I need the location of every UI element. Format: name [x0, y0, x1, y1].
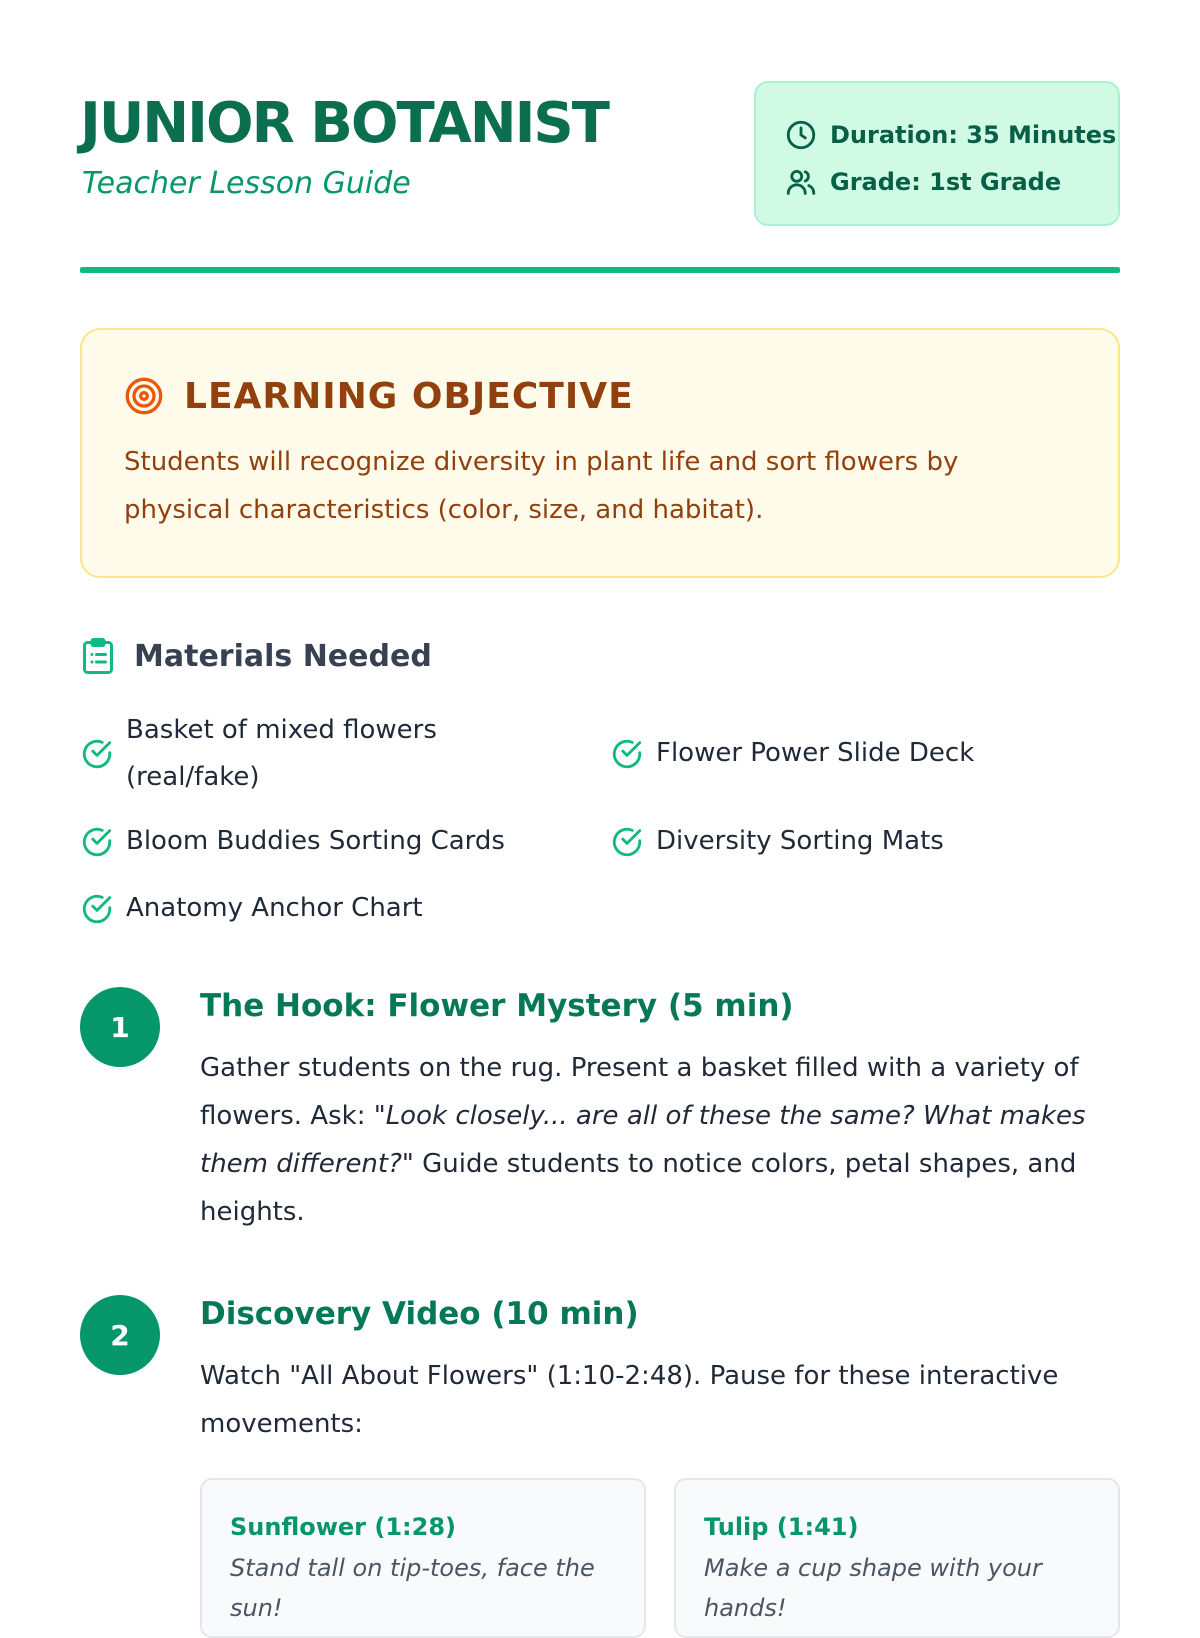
duration-label: Duration: 35 Minutes: [830, 120, 1117, 149]
movement-description: Stand tall on tip-toes, face the sun!: [230, 1554, 595, 1622]
material-item: [80, 707, 540, 801]
step-title: The Hook: Flower Mystery (5 min): [200, 988, 794, 1024]
step-body: [200, 1044, 1120, 1236]
material-item: [610, 818, 944, 865]
check-circle-icon: [80, 892, 114, 926]
material-label: Diversity Sorting Mats: [656, 826, 944, 856]
step-number-badge: 1: [80, 987, 160, 1067]
duration-row: [784, 111, 1118, 158]
movement-description: Make a cup shape with your hands!: [704, 1554, 1042, 1622]
material-item: [80, 885, 423, 932]
lesson-meta-box: [754, 81, 1120, 226]
step-body: Watch "All About Flowers" (1:10-2:48). Pause for these interactive movements:: [200, 1361, 1059, 1439]
target-icon: [124, 376, 164, 416]
step-body-text: Gather students on the rug. Present a basket filled with a variety of flowers. Ask:: [200, 1053, 1079, 1131]
grade-row: [784, 158, 1118, 205]
learning-objective-box: [80, 328, 1120, 578]
users-icon: [784, 165, 818, 199]
material-label: Basket of mixed flowers (real/fake): [126, 715, 437, 792]
objective-text: Students will recognize diversity in plant life and sort flowers by physical characteristics (color, size, and habitat).: [124, 447, 959, 525]
check-circle-icon: [80, 737, 114, 771]
movement-card: [674, 1478, 1120, 1638]
check-circle-icon: [610, 737, 644, 771]
step-body-text: Guide students to notice colors, petal shapes, and heights.: [200, 1149, 1077, 1227]
movement-title: Tulip (1:41): [704, 1513, 859, 1541]
movement-title: Sunflower (1:28): [230, 1513, 457, 1541]
step-number-badge: 2: [80, 1295, 160, 1375]
material-item: [610, 730, 974, 777]
material-label: Anatomy Anchor Chart: [126, 893, 423, 923]
check-circle-icon: [610, 825, 644, 859]
objective-header: [124, 372, 1076, 420]
material-label: Flower Power Slide Deck: [656, 738, 975, 768]
check-circle-icon: [80, 825, 114, 859]
page-subtitle: Teacher Lesson Guide: [82, 166, 411, 201]
page-title: JUNIOR BOTANIST: [80, 91, 608, 156]
grade-label: Grade: 1st Grade: [830, 167, 1062, 196]
materials-header: [80, 636, 432, 676]
step-body-quote: "Look closely... are all of these the same? What makes them different?": [200, 1101, 1086, 1179]
lesson-guide-page: [80, 0, 1120, 1622]
material-item: [80, 818, 505, 865]
objective-title: LEARNING OBJECTIVE: [184, 375, 634, 417]
header-divider: [80, 267, 1120, 273]
step-title: Discovery Video (10 min): [200, 1296, 639, 1332]
clipboard-list-icon: [80, 636, 116, 676]
movement-card: [200, 1478, 646, 1638]
materials-title: Materials Needed: [134, 638, 432, 674]
material-label: Bloom Buddies Sorting Cards: [126, 826, 505, 856]
clock-icon: [784, 118, 818, 152]
